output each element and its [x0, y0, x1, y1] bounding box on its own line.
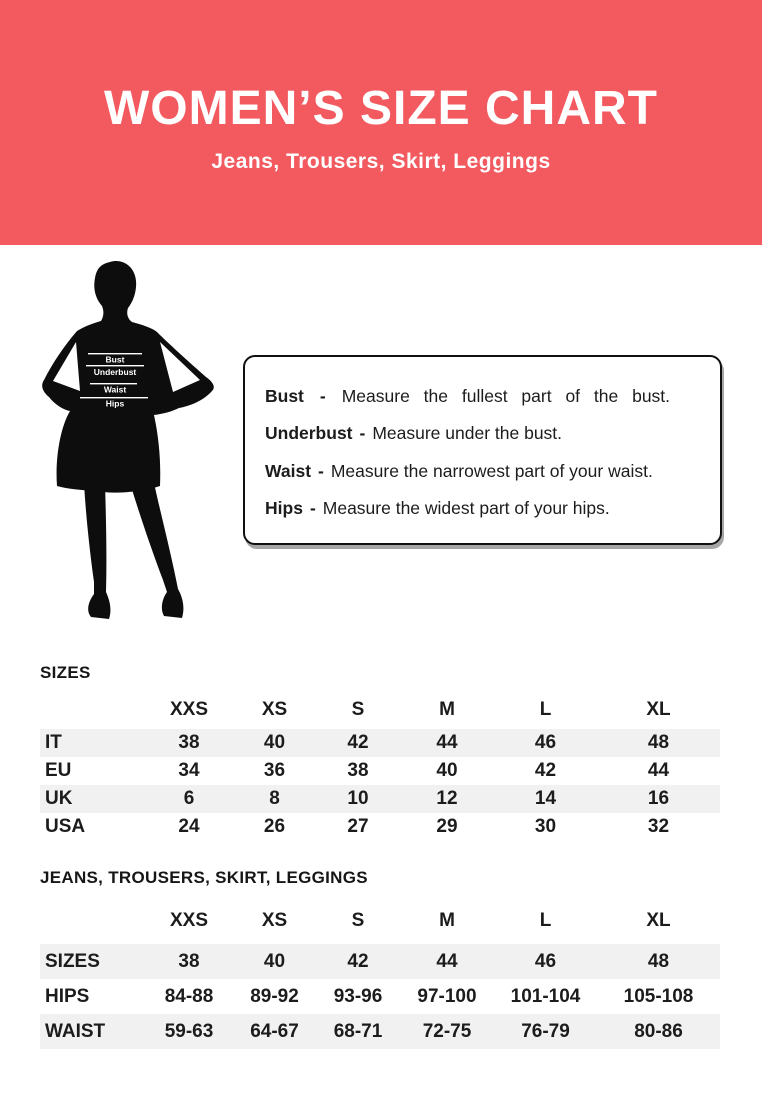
- table-row: [40, 729, 720, 757]
- size-cell: 16: [647, 788, 670, 809]
- size-cell: 72-75: [422, 1020, 472, 1042]
- size-cell: 29: [436, 816, 458, 837]
- size-cell: 42: [347, 950, 369, 972]
- guide-line-hips: [265, 490, 700, 527]
- size-cell: 101-104: [510, 985, 581, 1007]
- size-cell: 68-71: [333, 1020, 383, 1042]
- column-header: XL: [646, 910, 671, 931]
- guide-term: Underbust: [265, 423, 353, 444]
- woman-silhouette: [40, 258, 230, 623]
- sizes-table-header-row: [40, 691, 720, 729]
- table-row: [40, 944, 720, 979]
- sizes-table-section: [40, 663, 720, 841]
- underbust-label: Underbust: [93, 367, 137, 377]
- size-cell: 30: [534, 816, 557, 837]
- column-header: XL: [646, 699, 671, 720]
- size-cell: 8: [269, 788, 280, 809]
- size-cell: 44: [436, 950, 458, 972]
- size-cell: 14: [534, 788, 557, 809]
- size-cell: 97-100: [417, 985, 477, 1007]
- size-cell: 48: [647, 950, 670, 972]
- guide-description: Measure the widest part of your hips.: [322, 497, 610, 518]
- guide-description: Measure the narrowest part of your waist.: [330, 460, 653, 481]
- size-cell: 38: [178, 732, 200, 753]
- waist-label: Waist: [103, 384, 127, 395]
- right-leg-shape: [130, 483, 183, 618]
- column-header: S: [351, 910, 365, 931]
- size-cell: 42: [347, 732, 369, 753]
- column-header: XXS: [169, 699, 209, 720]
- row-label: UK: [45, 788, 73, 809]
- size-cell: 26: [263, 816, 286, 837]
- table-row: [40, 1014, 720, 1049]
- guide-description: Measure under the bust.: [372, 423, 563, 444]
- garment-table-section: [40, 868, 720, 1049]
- row-label: WAIST: [45, 1020, 106, 1042]
- guide-term: Waist: [265, 460, 312, 481]
- column-header: XS: [261, 699, 288, 720]
- header-banner: [0, 0, 762, 245]
- size-cell: 24: [178, 816, 200, 837]
- sizes-table-title: SIZES: [40, 663, 91, 682]
- empty-header-cell: [40, 691, 145, 729]
- size-cell: 64-67: [250, 1020, 299, 1042]
- size-cell: 46: [534, 732, 557, 753]
- size-cell: 42: [534, 760, 557, 781]
- page-title: WOMEN’S SIZE CHART: [104, 82, 658, 135]
- table-row: [40, 785, 720, 813]
- guide-line-underbust: [265, 415, 700, 452]
- size-cell: 38: [178, 950, 200, 972]
- size-cell: 105-108: [623, 985, 694, 1007]
- row-label: HIPS: [45, 985, 90, 1007]
- table-row: [40, 979, 720, 1014]
- size-cell: 89-92: [250, 985, 299, 1007]
- garment-table: [40, 898, 720, 1049]
- garment-table-header-row: [40, 898, 720, 944]
- empty-header-cell: [40, 898, 145, 944]
- table-row: [40, 813, 720, 841]
- size-cell: 44: [647, 760, 670, 781]
- size-cell: 80-86: [634, 1020, 683, 1042]
- guide-separator: -: [319, 386, 326, 407]
- guide-term: Hips: [265, 497, 303, 518]
- size-cell: 46: [534, 950, 557, 972]
- size-cell: 10: [347, 788, 369, 809]
- size-cell: 6: [183, 788, 195, 809]
- size-cell: 12: [436, 788, 458, 809]
- row-label: IT: [45, 732, 62, 753]
- column-header: S: [351, 699, 365, 720]
- row-label: EU: [45, 760, 72, 781]
- table-row: [40, 757, 720, 785]
- size-cell: 44: [436, 732, 458, 753]
- guide-separator: -: [309, 497, 316, 518]
- guide-term: Bust: [265, 386, 304, 407]
- guide-separator: -: [359, 423, 366, 444]
- hips-label: Hips: [105, 398, 125, 409]
- row-label: SIZES: [45, 950, 100, 972]
- row-label: USA: [45, 816, 86, 837]
- size-cell: 36: [263, 760, 286, 781]
- sizes-table: [40, 691, 720, 841]
- size-cell: 38: [347, 760, 369, 781]
- guide-separator: -: [318, 460, 324, 481]
- measurement-guide-box: [243, 355, 722, 545]
- size-cell: 34: [178, 760, 200, 781]
- size-cell: 59-63: [164, 1020, 214, 1042]
- size-cell: 32: [647, 816, 670, 837]
- size-cell: 84-88: [164, 985, 214, 1007]
- woman-silhouette-svg: [40, 258, 230, 623]
- size-cell: 76-79: [521, 1020, 570, 1042]
- size-cell: 40: [263, 732, 286, 753]
- size-cell: 40: [263, 950, 286, 972]
- size-cell: 40: [436, 760, 458, 781]
- column-header: M: [439, 699, 455, 720]
- garment-table-title: JEANS, TROUSERS, SKIRT, LEGGINGS: [40, 868, 368, 887]
- column-header: XXS: [169, 910, 209, 931]
- left-leg-shape: [84, 483, 110, 619]
- guide-line-bust: [265, 378, 700, 415]
- column-header: XS: [261, 910, 288, 931]
- size-cell: 27: [347, 816, 369, 837]
- size-cell: 48: [647, 732, 670, 753]
- page-subtitle: Jeans, Trousers, Skirt, Leggings: [211, 150, 551, 173]
- column-header: L: [539, 699, 552, 720]
- column-header: L: [539, 910, 552, 931]
- column-header: M: [439, 910, 455, 931]
- bust-label: Bust: [105, 354, 125, 365]
- guide-line-waist: [265, 453, 700, 490]
- size-cell: 93-96: [333, 985, 383, 1007]
- guide-description: Measure the fullest part of the bust.: [341, 386, 671, 407]
